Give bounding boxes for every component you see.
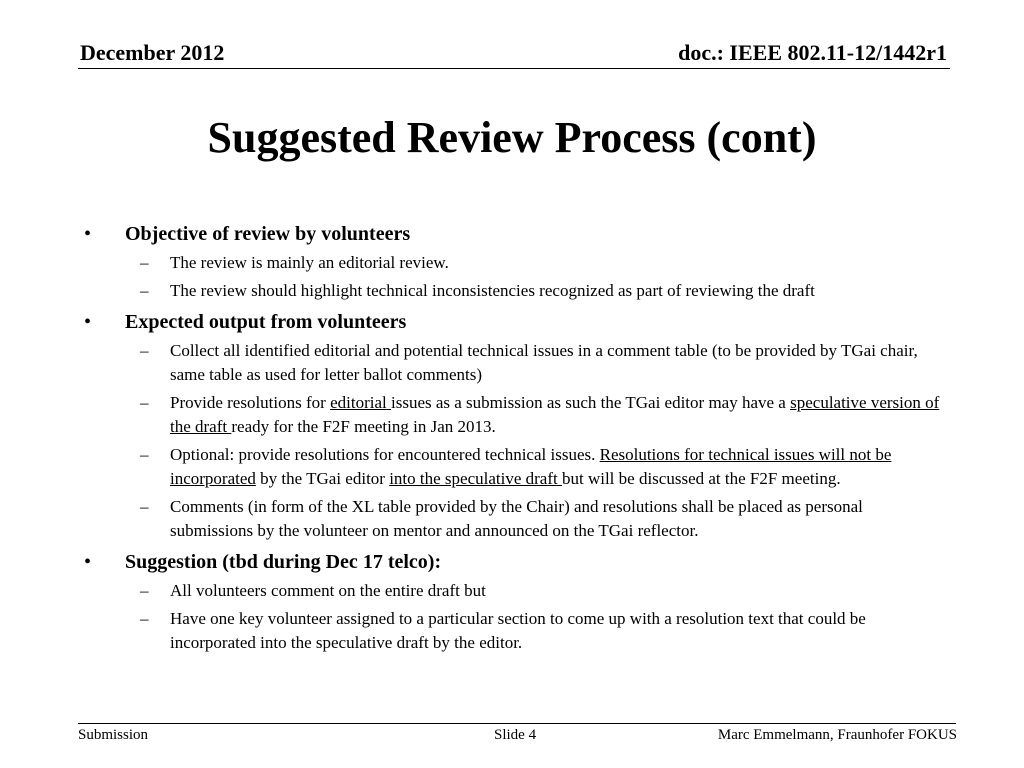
dash-icon: – xyxy=(140,393,149,412)
bullet-heading: Expected output from volunteers xyxy=(125,311,407,333)
bullet-heading: Suggestion (tbd during Dec 17 telco): xyxy=(125,551,442,573)
dash-icon: – xyxy=(140,609,149,628)
bullet-objective xyxy=(84,221,944,247)
dash-icon: – xyxy=(140,581,149,600)
footer-submission: Submission xyxy=(78,727,149,743)
bullet-icon: • xyxy=(84,551,92,573)
dash-icon: – xyxy=(140,445,149,464)
dash-icon: – xyxy=(140,497,149,516)
sub-bullet-text: All volunteers comment on the entire draft but xyxy=(170,581,486,600)
header-doc-number: doc.: IEEE 802.11-12/1442r1 xyxy=(678,40,947,65)
sub-bullet-text: Collect all identified editorial and potential technical issues in a comment table (to be provided by TGai chair, same table as used for letter ballot comments) xyxy=(170,341,918,384)
sub-bullet-text: The review is mainly an editorial review. xyxy=(170,253,449,272)
dash-icon: – xyxy=(140,253,149,272)
sub-bullet-text: Have one key volunteer assigned to a particular section to come up with a resolution text that could be incorporated into the speculative draft by the editor. xyxy=(170,609,866,652)
slide-body xyxy=(84,221,944,655)
footer-author: Marc Emmelmann, Fraunhofer FOKUS xyxy=(717,727,957,743)
slide-title: Suggested Review Process (cont) xyxy=(207,113,817,162)
sub-bullet-text: by the TGai editor xyxy=(255,469,390,488)
sub-bullet xyxy=(84,607,944,655)
footer-slide-number: Slide 4 xyxy=(494,727,537,743)
bullet-icon: • xyxy=(84,311,92,333)
bullet-icon: • xyxy=(84,223,92,245)
sub-bullet xyxy=(84,443,944,491)
sub-bullet-text: ready for the F2F meeting in Jan 2013. xyxy=(231,417,496,436)
dash-icon: – xyxy=(140,281,149,300)
header-divider xyxy=(78,68,950,69)
sub-bullet-text: Comments (in form of the XL table provided by the Chair) and resolutions shall be placed as personal submissions by the volunteer on mentor and announced on the TGai reflector. xyxy=(170,497,863,540)
underlined-text: speculative version of the draft xyxy=(170,393,940,436)
sub-bullet xyxy=(84,579,944,603)
sub-bullet-text: Provide resolutions for xyxy=(170,393,331,412)
sub-bullet xyxy=(84,495,944,543)
underlined-text: editorial xyxy=(330,393,391,412)
underlined-text: into the speculative draft xyxy=(389,469,562,488)
bullet-expected-output xyxy=(84,309,944,335)
sub-bullet-text: but will be discussed at the F2F meeting. xyxy=(561,469,841,488)
bullet-heading: Objective of review by volunteers xyxy=(125,223,411,245)
sub-bullet-text: The review should highlight technical inconsistencies recognized as part of reviewing the draft xyxy=(170,281,815,300)
header-date: December 2012 xyxy=(80,40,225,65)
footer-divider xyxy=(78,723,956,724)
sub-bullet xyxy=(84,391,944,439)
dash-icon: – xyxy=(140,341,149,360)
underlined-text: Resolutions for technical issues will not be incorporated xyxy=(170,445,892,488)
bullet-suggestion xyxy=(84,549,944,575)
sub-bullet-text: issues as a submission as such the TGai editor may have a xyxy=(390,393,791,412)
sub-bullet-text: Optional: provide resolutions for encountered technical issues. xyxy=(170,445,600,464)
sub-bullet xyxy=(84,279,944,303)
sub-bullet xyxy=(84,251,944,275)
sub-bullet xyxy=(84,339,944,387)
